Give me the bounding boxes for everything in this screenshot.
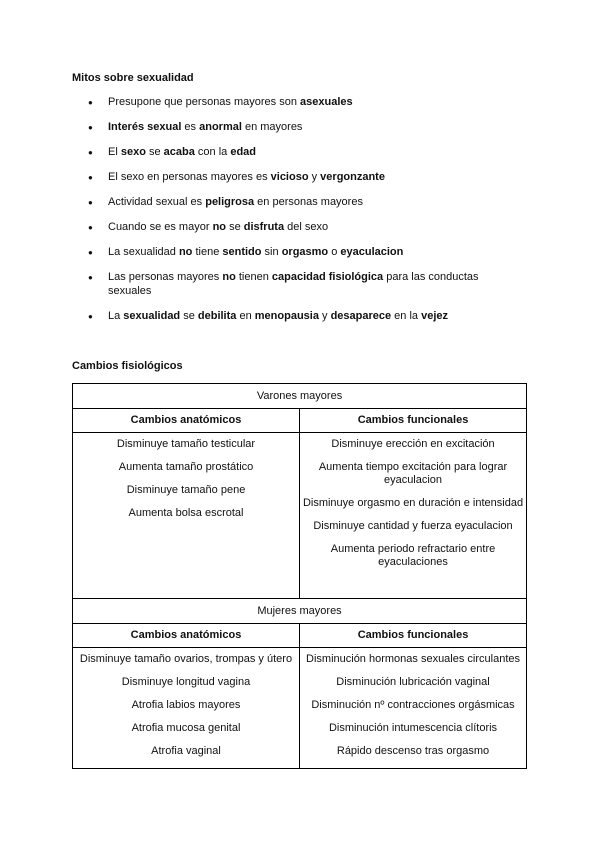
myth-text: Presupone que personas mayores son	[108, 96, 301, 108]
myth-bold-text: vejez	[421, 309, 449, 322]
myth-bold-text: disfruta	[243, 221, 285, 233]
myth-item	[72, 121, 512, 135]
myth-bold-text: orgasmo	[281, 246, 329, 258]
myth-bold-text: sexo	[120, 146, 146, 158]
myth-text: es	[181, 121, 200, 133]
myth-text: se	[145, 146, 164, 158]
men-functional-item: Aumenta tiempo excitación para lograr eyaculacion	[318, 461, 508, 486]
myth-text: El sexo en personas mayores es	[108, 171, 271, 183]
myth-bold-text: debilita	[197, 309, 237, 322]
men-functional-item: Aumenta periodo refractario entre eyaculaciones	[330, 543, 496, 568]
women-functional-item: Disminución nº contracciones orgásmicas	[311, 699, 515, 711]
myth-bold-text: eyaculacion	[340, 246, 404, 258]
men-anatomical-header: Cambios anatómicos	[73, 409, 300, 433]
myth-bold-text: no	[212, 221, 227, 233]
myth-text: El	[108, 146, 121, 158]
myth-text: Cuando se es mayor	[108, 221, 213, 233]
myth-text: o	[328, 246, 341, 258]
myth-text: tiene	[192, 246, 223, 258]
myth-item	[72, 171, 512, 185]
myth-text: Las personas mayores	[108, 271, 223, 283]
myth-text: en personas mayores	[254, 196, 363, 208]
myth-bold-text: menopausia	[254, 309, 319, 322]
changes-heading: Cambios fisiológicos	[72, 360, 183, 372]
men-anatomical-item: Disminuye tamaño testicular	[116, 438, 256, 450]
men-anatomical-item: Aumenta bolsa escrotal	[128, 507, 244, 519]
myth-text: para las conductas sexuales	[108, 271, 479, 297]
myth-bold-text: sentido	[222, 246, 262, 258]
myth-bold-text: asexuales	[300, 96, 353, 108]
men-anatomical-cell	[73, 433, 300, 599]
men-anatomical-item: Disminuye tamaño pene	[126, 484, 246, 496]
physiological-changes-table	[72, 383, 527, 769]
myth-text: La sexualidad	[108, 246, 179, 258]
myth-item	[72, 246, 512, 260]
women-functional-header: Cambios funcionales	[300, 624, 527, 648]
myth-item	[72, 310, 512, 324]
myth-bold-text: desaparece	[330, 309, 392, 322]
women-functional-item: Disminución lubricación vaginal	[336, 676, 490, 688]
women-functional-item: Disminución intumescencia clítoris	[328, 722, 498, 734]
women-anatomical-header: Cambios anatómicos	[73, 624, 300, 648]
women-anatomical-item: Disminuye tamaño ovarios, trompas y útero	[79, 653, 293, 665]
myth-text: tienen	[235, 271, 272, 283]
men-functional-item: Disminuye orgasmo en duración e intensidad	[302, 497, 524, 509]
men-functional-cell	[300, 433, 527, 599]
myth-text: con la	[194, 146, 231, 158]
myth-bold-text: Interés sexual	[108, 121, 182, 133]
myth-item	[72, 271, 512, 298]
myth-text: Actividad sexual es	[108, 196, 206, 208]
women-anatomical-cell	[73, 648, 300, 769]
women-anatomical-item: Atrofia mucosa genital	[131, 722, 241, 734]
myth-text: en	[236, 309, 255, 322]
myth-text: en mayores	[241, 121, 303, 133]
women-group-title: Mujeres mayores	[73, 599, 527, 624]
myth-bold-text: no	[222, 271, 236, 283]
myth-text: y	[308, 171, 321, 183]
men-anatomical-item: Aumenta tamaño prostático	[118, 461, 254, 473]
women-functional-item: Rápido descenso tras orgasmo	[336, 745, 490, 757]
myth-text: se	[180, 309, 198, 322]
myths-heading: Mitos sobre sexualidad	[72, 72, 194, 84]
myth-bold-text: anormal	[199, 121, 242, 133]
myth-text: en la	[391, 309, 422, 322]
women-anatomical-item: Atrofia labios mayores	[131, 699, 241, 711]
myth-item	[72, 96, 512, 110]
men-functional-item: Disminuye cantidad y fuerza eyaculacion	[313, 520, 513, 532]
men-functional-item: Disminuye erección en excitación	[331, 438, 495, 450]
women-functional-item: Disminución hormonas sexuales circulantes	[306, 653, 520, 665]
myth-bold-text: acaba	[163, 146, 195, 158]
women-anatomical-item: Atrofia vaginal	[151, 745, 221, 757]
myth-text: sin	[261, 246, 282, 258]
myths-list	[72, 96, 512, 335]
men-group-title: Varones mayores	[73, 384, 527, 409]
myth-bold-text: vicioso	[270, 171, 309, 183]
myth-bold-text: vergonzante	[320, 171, 385, 183]
myth-bold-text: no	[178, 246, 193, 258]
myth-text: y	[318, 309, 331, 322]
men-functional-header: Cambios funcionales	[300, 409, 527, 433]
myth-bold-text: sexualidad	[123, 309, 181, 322]
women-functional-cell	[300, 648, 527, 769]
myth-bold-text: peligrosa	[205, 196, 255, 208]
myth-text: La	[108, 309, 124, 322]
myth-text: se	[226, 221, 244, 233]
myth-item	[72, 221, 512, 235]
women-anatomical-item: Disminuye longitud vagina	[121, 676, 251, 688]
myth-bold-text: edad	[230, 146, 257, 158]
myth-text: del sexo	[284, 221, 329, 233]
myth-item	[72, 196, 512, 210]
myth-bold-text: capacidad fisiológica	[271, 271, 384, 283]
myth-item	[72, 146, 512, 160]
